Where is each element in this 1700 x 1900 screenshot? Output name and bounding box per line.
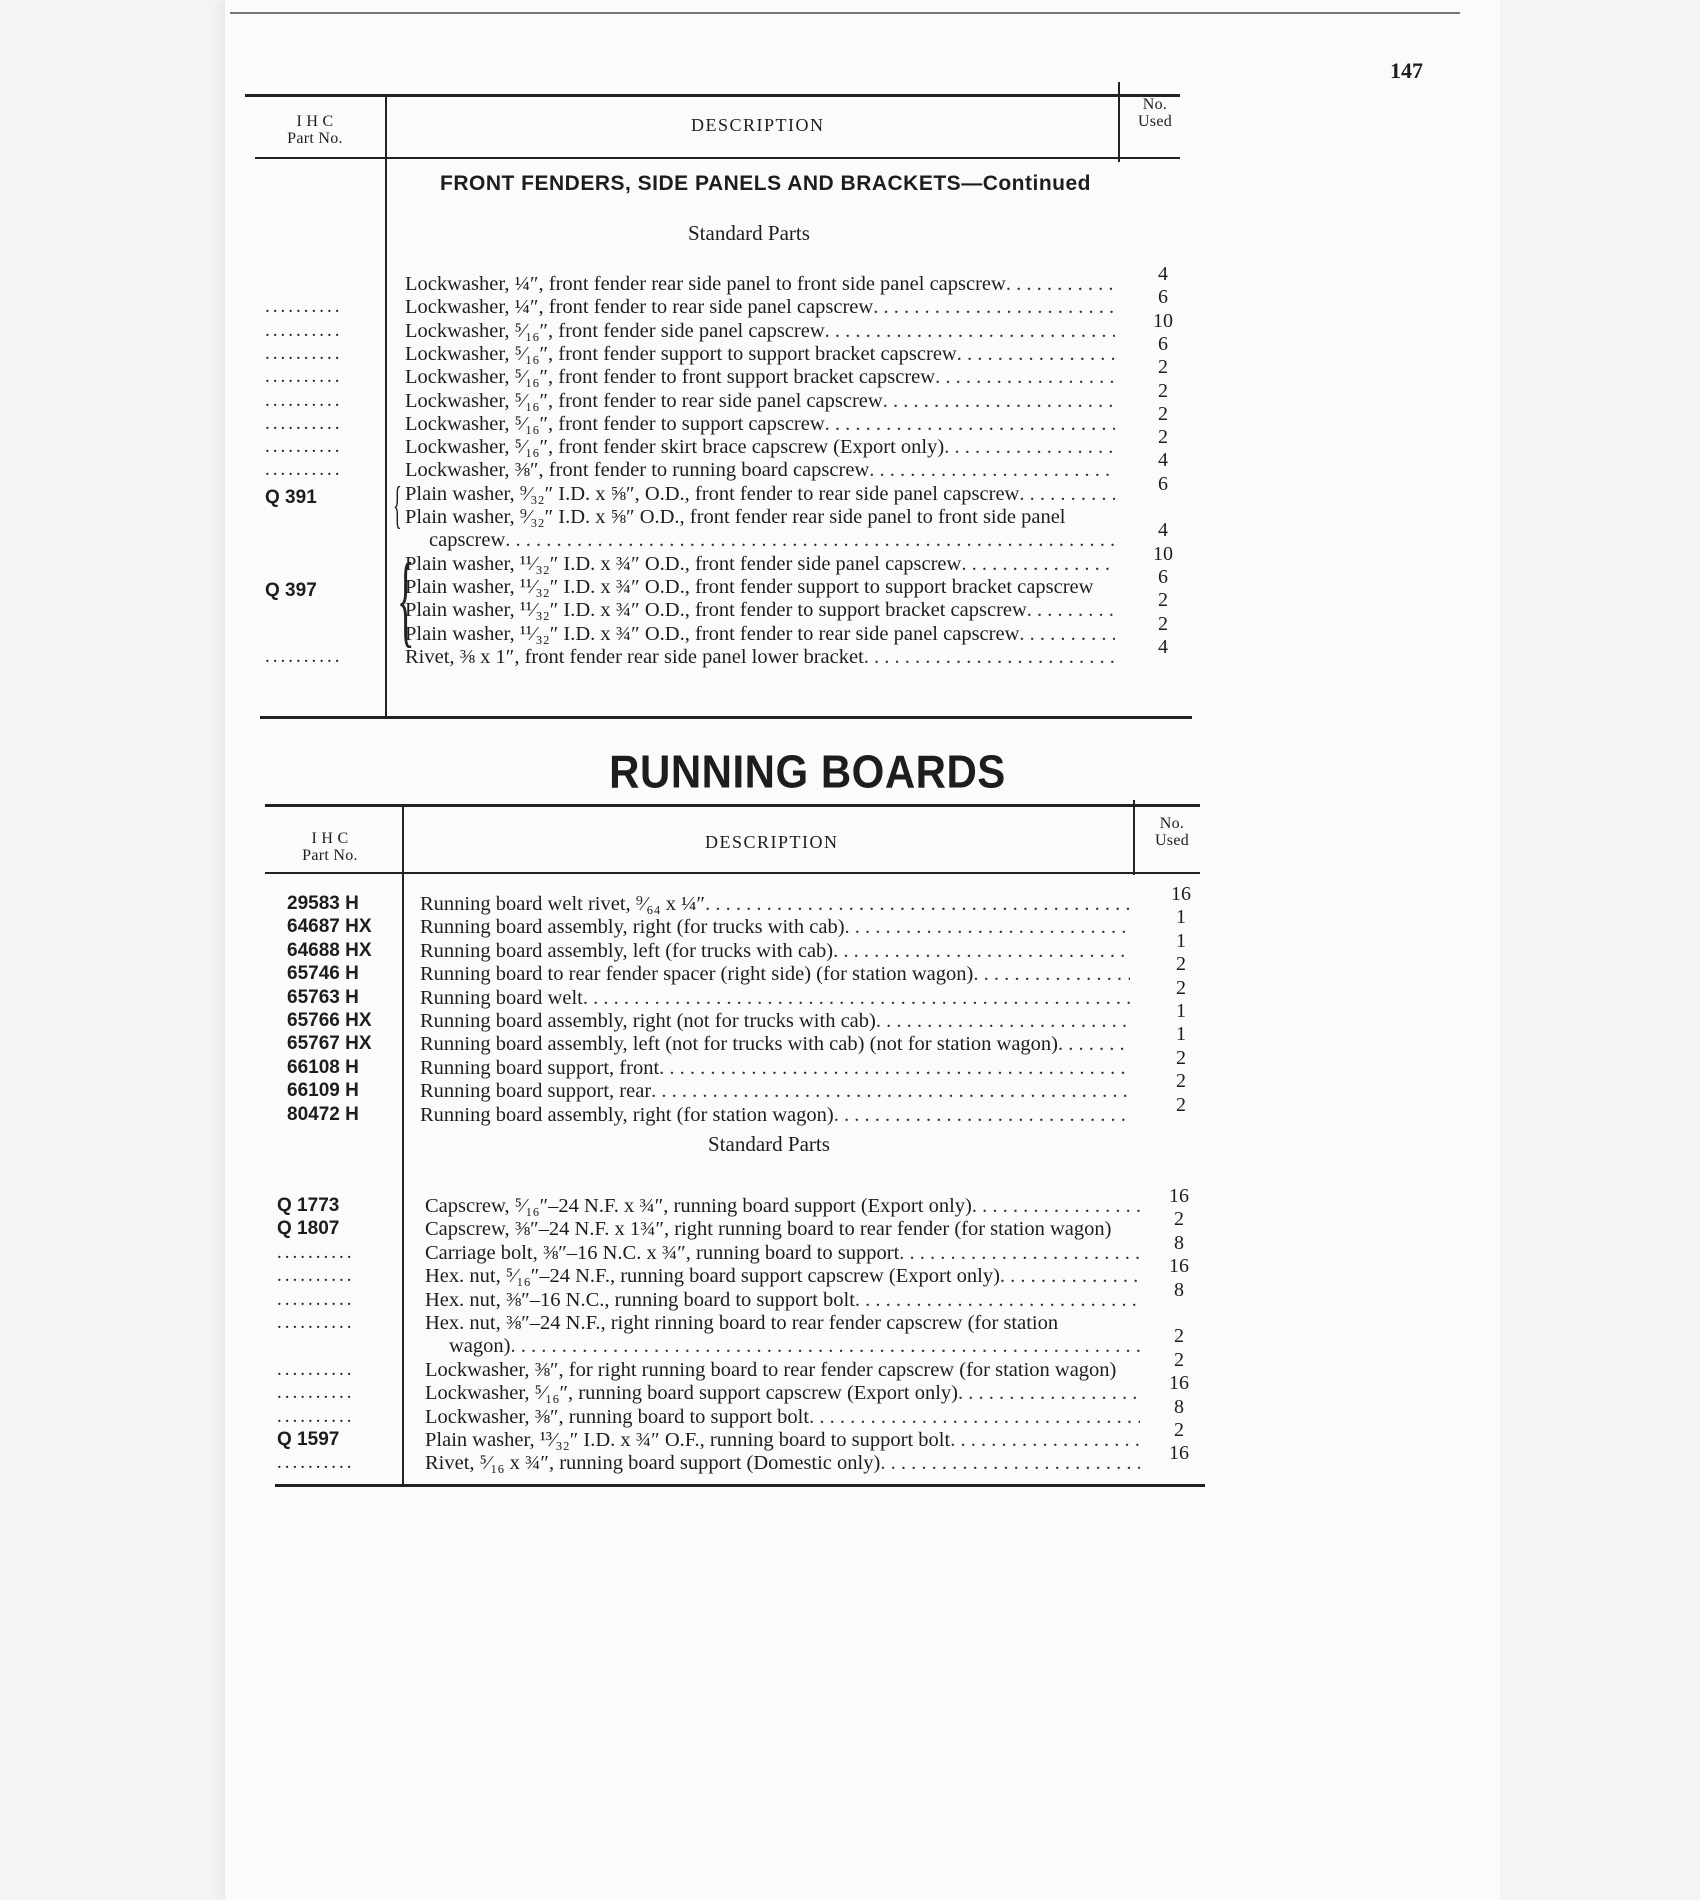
part-number: .......... bbox=[265, 389, 343, 411]
part-number: 65767 HX bbox=[287, 1033, 372, 1055]
quantity-used: 2 bbox=[1158, 356, 1168, 379]
part-number: .......... bbox=[277, 1382, 355, 1404]
quantity-used: 2 bbox=[1176, 953, 1186, 976]
part-number: .......... bbox=[265, 319, 343, 341]
fenders-part-no-header bbox=[255, 113, 375, 147]
quantity-used: 2 bbox=[1158, 379, 1168, 402]
running-part-no-header bbox=[270, 830, 390, 864]
quantity-used: 16 bbox=[1171, 883, 1191, 905]
quantity-used: 6 bbox=[1158, 565, 1168, 588]
description-text: Running board assembly, right (for station wagon) bbox=[420, 1103, 834, 1126]
part-number: 80472 H bbox=[287, 1103, 359, 1125]
top-edge-line bbox=[230, 12, 1460, 14]
description-text: Running board assembly, left (not for trucks with cab) (not for station wagon) bbox=[420, 1033, 1059, 1056]
part-number: .......... bbox=[265, 342, 343, 364]
running-header-rule bbox=[265, 872, 1200, 874]
description-text: Capscrew, ⅜″–24 N.F. x 1¾″, right running board to rear fender (for station wagon) bbox=[425, 1218, 1112, 1241]
quantity-used: 2 bbox=[1174, 1208, 1184, 1231]
quantity-used: 16 bbox=[1169, 1255, 1189, 1278]
quantity-used: 2 bbox=[1176, 1093, 1186, 1116]
description-text: Lockwasher, ⁵⁄₁₆″, front fender support to support bracket capscrew bbox=[405, 342, 957, 365]
description-text: capscrew bbox=[429, 529, 506, 552]
description-text: Lockwasher, ⁵⁄₁₆″, running board support capscrew (Export only) bbox=[425, 1382, 958, 1405]
quantity-used: 10 bbox=[1153, 542, 1173, 565]
description-text: Lockwasher, ⅜″, for right running board to rear fender capscrew (for station wagon) bbox=[425, 1358, 1117, 1381]
description-text: Running board assembly, left (for trucks with cab) bbox=[420, 939, 834, 962]
description-text: Carriage bolt, ⅜″–16 N.C. x ¾″, running board to support bbox=[425, 1241, 900, 1264]
description-text: Running board support, front bbox=[420, 1056, 660, 1079]
description-text: Lockwasher, ⁵⁄₁₆″, front fender side panel capscrew bbox=[405, 319, 825, 342]
quantity-used: 16 bbox=[1169, 1372, 1189, 1395]
fenders-bottom-rule bbox=[260, 716, 1192, 719]
description-text: Plain washer, ⁹⁄₃₂″ I.D. x ⅝″, O.D., front fender to rear side panel capscrew bbox=[405, 482, 1020, 505]
quantity-used: 1 bbox=[1176, 1023, 1186, 1046]
part-number: .......... bbox=[265, 436, 343, 458]
description-text: Lockwasher, ⅜″, running board to support bolt bbox=[425, 1405, 810, 1428]
description-text: Lockwasher, ⁵⁄₁₆″, front fender skirt brace capscrew (Export only) bbox=[405, 436, 945, 459]
running-description-header: DESCRIPTION bbox=[705, 832, 839, 852]
description-text: Plain washer, ¹³⁄₃₂″ I.D. x ¾″ O.F., running board to support bolt bbox=[425, 1429, 951, 1451]
running-bottom-rule bbox=[275, 1484, 1205, 1487]
description-text: Plain washer, ¹¹⁄₃₂″ I.D. x ¾″ O.D., front fender to support bracket capscrew bbox=[405, 599, 1027, 622]
fenders-used-column-line bbox=[1118, 82, 1120, 162]
quantity-used: 2 bbox=[1176, 1046, 1186, 1069]
description-text: Plain washer, ⁹⁄₃₂″ I.D. x ⅝″ O.D., front fender rear side panel to front side panel bbox=[405, 506, 1066, 528]
part-number: Q 397 bbox=[265, 580, 317, 601]
part-number: 65763 H bbox=[287, 986, 359, 1008]
part-number: .......... bbox=[265, 296, 343, 318]
part-no-header-line2: Part No. bbox=[287, 130, 343, 147]
description-text: Plain washer, ¹¹⁄₃₂″ I.D. x ¾″ O.D., front fender to rear side panel capscrew bbox=[405, 622, 1020, 645]
quantity-used: 2 bbox=[1158, 612, 1168, 635]
quantity-used: 2 bbox=[1158, 589, 1168, 612]
quantity-used: 2 bbox=[1176, 976, 1186, 999]
quantity-used: 2 bbox=[1174, 1325, 1184, 1348]
description-text: Running board assembly, right (not for trucks with cab) bbox=[420, 1010, 876, 1032]
quantity-used: 6 bbox=[1158, 286, 1168, 309]
description-text: Plain washer, ¹¹⁄₃₂″ I.D. x ¾″ O.D., front fender support to support bracket capscrew bbox=[405, 575, 1094, 598]
running-boards-title: RUNNING BOARDS bbox=[609, 745, 1006, 798]
part-number: Q 1597 bbox=[277, 1429, 340, 1450]
quantity-used: 6 bbox=[1158, 332, 1168, 355]
part-number: .......... bbox=[277, 1241, 355, 1263]
quantity-used: 2 bbox=[1174, 1348, 1184, 1371]
fenders-used-header bbox=[1120, 96, 1190, 130]
part-number: .......... bbox=[265, 412, 343, 434]
quantity-used: 8 bbox=[1174, 1395, 1184, 1418]
quantity-used: 8 bbox=[1174, 1231, 1184, 1254]
description-text: Hex. nut, ⅜″–24 N.F., right rinning board to rear fender capscrew (for station bbox=[425, 1312, 1059, 1334]
running-used-header bbox=[1137, 815, 1207, 849]
description-text: Hex. nut, ⅜″–16 N.C., running board to support bolt bbox=[425, 1288, 855, 1311]
quantity-used: 4 bbox=[1158, 263, 1168, 285]
description-text: Rivet, ⁵⁄₁₆ x ¾″, running board support (Domestic only) bbox=[425, 1452, 881, 1475]
part-number: 29583 H bbox=[287, 893, 359, 914]
description-text: Hex. nut, ⁵⁄₁₆″–24 N.F., running board support capscrew (Export only) bbox=[425, 1265, 1000, 1288]
description-text: Running board welt bbox=[420, 986, 583, 1009]
part-number: .......... bbox=[265, 459, 343, 481]
part-number: .......... bbox=[277, 1452, 355, 1474]
description-text: Lockwasher, ⁵⁄₁₆″, front fender to rear side panel capscrew bbox=[405, 389, 883, 412]
part-number: .......... bbox=[277, 1405, 355, 1427]
part-number: .......... bbox=[277, 1358, 355, 1380]
quantity-used: 16 bbox=[1169, 1442, 1189, 1465]
used-header-line2: Used bbox=[1154, 832, 1190, 849]
part-number: Q 1807 bbox=[277, 1218, 340, 1240]
group-brace: { bbox=[393, 477, 402, 534]
fenders-subtitle: Standard Parts bbox=[688, 221, 810, 245]
quantity-used: 2 bbox=[1176, 1070, 1186, 1093]
used-header-line1: No. bbox=[1142, 96, 1168, 113]
running-subtitle: Standard Parts bbox=[708, 1132, 830, 1156]
running-top-rule bbox=[265, 804, 1200, 807]
quantity-used: 2 bbox=[1158, 426, 1168, 449]
running-used-column-line bbox=[1133, 800, 1135, 875]
description-text: Plain washer, ¹¹⁄₃₂″ I.D. x ¾″ O.D., front fender side panel capscrew bbox=[405, 552, 962, 575]
part-no-header-line2: Part No. bbox=[302, 847, 358, 864]
part-number: 64687 HX bbox=[287, 916, 372, 938]
part-number: .......... bbox=[277, 1312, 355, 1333]
description-text: Lockwasher, ¼″, front fender to rear side panel capscrew bbox=[405, 296, 874, 319]
description-text: Lockwasher, ⅜″, front fender to running board capscrew bbox=[405, 459, 870, 482]
part-number: Q 1773 bbox=[277, 1195, 340, 1216]
description-text: Running board to rear fender spacer (right side) (for station wagon) bbox=[420, 963, 974, 986]
part-number: .......... bbox=[277, 1265, 355, 1287]
description-text: Rivet, ⅜ x 1″, front fender rear side panel lower bracket bbox=[405, 645, 864, 668]
quantity-used: 1 bbox=[1176, 906, 1186, 929]
part-number: 65746 H bbox=[287, 963, 359, 985]
part-number: 66109 H bbox=[287, 1080, 359, 1102]
part-no-header-line1: I H C bbox=[311, 830, 349, 847]
description-text: Running board assembly, right (for trucks with cab) bbox=[420, 916, 845, 939]
quantity-used: 8 bbox=[1174, 1278, 1184, 1301]
dot-leader bbox=[880, 1449, 1140, 1477]
part-number: .......... bbox=[277, 1288, 355, 1310]
part-no-header-line1: I H C bbox=[296, 113, 334, 130]
fenders-description-header: DESCRIPTION bbox=[691, 115, 825, 135]
quantity-used: 6 bbox=[1158, 472, 1168, 495]
dot-leader bbox=[834, 1101, 1130, 1129]
group-brace: { bbox=[397, 542, 415, 657]
fenders-section-title: FRONT FENDERS, SIDE PANELS AND BRACKETS—Continued bbox=[440, 172, 1092, 195]
used-header-line2: Used bbox=[1137, 113, 1173, 130]
dot-leader bbox=[864, 643, 1115, 671]
part-number: .......... bbox=[265, 366, 343, 388]
part-description bbox=[420, 1101, 1130, 1129]
part-description bbox=[405, 643, 1115, 671]
part-number: 66108 H bbox=[287, 1056, 359, 1078]
description-text: Running board support, rear bbox=[420, 1080, 652, 1103]
quantity-used: 16 bbox=[1169, 1185, 1189, 1207]
description-text: Capscrew, ⁵⁄₁₆″–24 N.F. x ¾″, running board support (Export only) bbox=[425, 1195, 972, 1217]
quantity-used: 1 bbox=[1176, 929, 1186, 952]
catalog-page bbox=[225, 0, 1500, 1900]
description-text: Running board welt rivet, ⁹⁄₆₄ x ¼″ bbox=[420, 893, 706, 915]
fenders-header-rule bbox=[255, 157, 1180, 159]
part-number: 65766 HX bbox=[287, 1010, 372, 1031]
quantity-used: 2 bbox=[1174, 1419, 1184, 1441]
quantity-used: 1 bbox=[1176, 1000, 1186, 1022]
used-header-line1: No. bbox=[1159, 815, 1185, 832]
quantity-used: 4 bbox=[1158, 449, 1168, 472]
quantity-used: 4 bbox=[1158, 519, 1168, 542]
description-text: Lockwasher, ¼″, front fender rear side panel to front side panel capscrew bbox=[405, 273, 1006, 295]
page-number: 147 bbox=[1390, 58, 1423, 83]
quantity-used: 2 bbox=[1158, 402, 1168, 425]
part-description bbox=[425, 1449, 1140, 1477]
description-text: Lockwasher, ⁵⁄₁₆″, front fender to front support bracket capscrew bbox=[405, 366, 936, 389]
part-number: Q 391 bbox=[265, 487, 317, 508]
description-text: wagon) bbox=[449, 1335, 511, 1358]
description-text: Lockwasher, ⁵⁄₁₆″, front fender to support capscrew bbox=[405, 412, 825, 435]
part-number: 64688 HX bbox=[287, 939, 372, 961]
quantity-used: 4 bbox=[1158, 635, 1168, 658]
quantity-used: 10 bbox=[1153, 309, 1173, 332]
part-number: .......... bbox=[265, 645, 343, 667]
